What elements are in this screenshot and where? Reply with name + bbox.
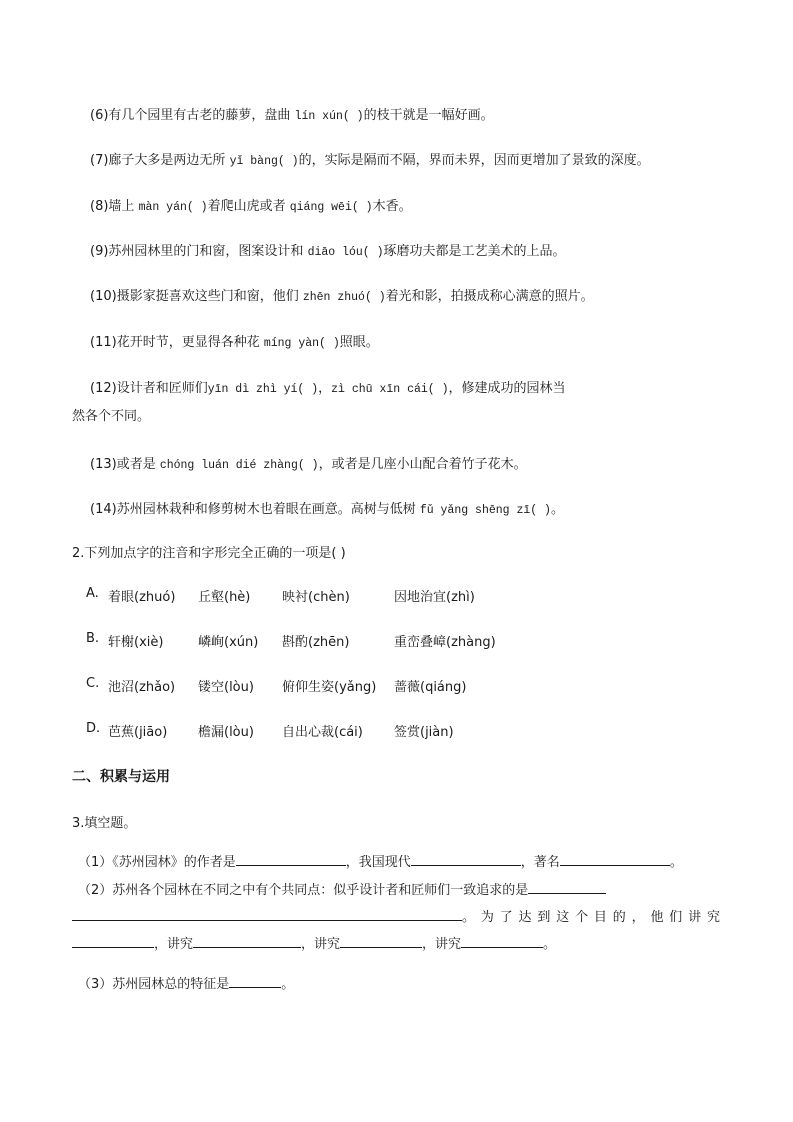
pinyin: zì chū xīn cái	[331, 383, 428, 396]
q3-part-2-line-3: ，讲究 ，讲究 ，讲究 。	[72, 933, 556, 952]
fill-blank[interactable]	[560, 852, 670, 866]
pinyin: qiáng wēi	[289, 201, 352, 214]
pinyin: diāo lóu	[307, 246, 363, 259]
pinyin: zhēn zhuó	[302, 291, 365, 304]
fill-blank[interactable]	[411, 852, 521, 866]
item-text: 或者是	[116, 457, 160, 472]
q1-item	[90, 240, 566, 259]
item-text: ，	[318, 381, 332, 396]
pinyin: míng yàn	[263, 337, 320, 350]
item-text: 着爬山虎或者	[207, 199, 290, 214]
item-text: 花开时节，更显得各种花	[116, 335, 264, 350]
item-number: (6)	[90, 108, 109, 123]
item-text: 照眼。	[339, 335, 379, 350]
item-text: 木香。	[372, 199, 412, 214]
q3-part-2-line-2: 。为了达到这个目的，他们讲究	[72, 906, 720, 925]
q1-item	[90, 453, 527, 472]
pinyin: chóng luán dié zhàng	[159, 459, 298, 472]
q1-item-12	[90, 377, 566, 396]
q1-item	[90, 331, 379, 350]
fill-blank[interactable]	[528, 880, 606, 894]
option-term: 檐漏(lòu)	[198, 725, 254, 740]
item-number: (11)	[90, 335, 117, 350]
item-text: ，或者是几座小山配合着竹子花木。	[318, 457, 527, 472]
q3-part-3: （3）苏州园林总的特征是 。	[78, 973, 294, 992]
item-number: (7)	[90, 153, 109, 168]
option-label[interactable]: A.	[86, 586, 99, 601]
fill-blank[interactable]	[340, 934, 422, 948]
fill-blank[interactable]	[193, 934, 301, 948]
item-text: 廊子大多是两边无所	[108, 153, 230, 168]
q1-item-12-line2: 然各个不同。	[72, 409, 151, 424]
item-text: 着光和影，拍摄成称心满意的照片。	[385, 289, 594, 304]
item-text: 设计者和匠师们	[116, 381, 208, 396]
question-2-stem: 2.下列加点字的注音和字形完全正确的一项是( )	[72, 546, 346, 561]
answer-blank[interactable]: ( )	[427, 383, 449, 396]
fill-blank[interactable]	[236, 852, 346, 866]
option-label[interactable]: B.	[86, 631, 100, 646]
item-text: 墙上	[108, 199, 139, 214]
question-3-stem: 3.填空题。	[72, 816, 137, 831]
answer-blank[interactable]: ( )	[364, 291, 386, 304]
option-term: 重峦叠嶂(zhàng)	[394, 635, 496, 650]
option-term: 池沼(zhǎo)	[108, 680, 176, 695]
fill-blank[interactable]	[461, 934, 543, 948]
option-term: 自出心裁(cái)	[282, 725, 363, 740]
option-term: 蔷薇(qiáng)	[394, 680, 467, 695]
q1-item	[90, 104, 494, 123]
answer-blank[interactable]: ( )	[362, 246, 384, 259]
answer-blank[interactable]: ( )	[530, 504, 551, 517]
option-label[interactable]: D.	[86, 721, 101, 736]
q3-part-2-line-1: （2）苏州各个园林在不同之中有个共同点：似乎设计者和匠师们一致追求的是	[78, 879, 606, 898]
item-text: 有几个园里有古老的藤萝，盘曲	[108, 108, 295, 123]
option-term: 映衬(chèn)	[282, 590, 350, 605]
item-text: 的，实际是隔而不隔，界而未界，因而更增加了景致的深度。	[298, 153, 650, 168]
q1-item	[90, 195, 412, 214]
option-term: 斟酌(zhēn)	[282, 635, 350, 650]
q3-part-1: （1）《苏州园林》的作者是 ，我国现代 ，著名 。	[78, 851, 683, 870]
pinyin: fǔ yǎng shēng zī	[419, 504, 531, 517]
item-text: 的枝干就是一幅好画。	[363, 108, 494, 123]
answer-blank[interactable]: ( )	[297, 459, 319, 472]
option-term: 轩榭(xiè)	[108, 635, 164, 650]
option-term: 嶙峋(xún)	[198, 635, 259, 650]
item-number: (14)	[90, 502, 117, 517]
item-text: 摄影家挺喜欢这些门和窗，他们	[116, 289, 303, 304]
q1-item	[90, 498, 564, 517]
item-text: 苏州园林里的门和窗，图案设计和	[108, 244, 308, 259]
item-number: (9)	[90, 244, 109, 259]
item-text: 苏州园林栽种和修剪树木也着眼在画意。高树与低树	[116, 502, 420, 517]
answer-blank[interactable]: ( )	[297, 383, 319, 396]
pinyin: màn yán	[138, 201, 187, 214]
option-term: 镂空(lòu)	[198, 680, 254, 695]
fill-blank[interactable]	[72, 934, 154, 948]
pinyin: lín xún	[294, 110, 343, 123]
fill-blank[interactable]	[229, 974, 281, 988]
item-number: (13)	[90, 457, 117, 472]
section-heading: 二、积累与运用	[72, 769, 170, 785]
pinyin: yǐ bàng	[229, 155, 278, 168]
answer-blank[interactable]: ( )	[186, 201, 208, 214]
item-number: (12)	[90, 381, 117, 396]
option-term: 因地治宜(zhì)	[394, 590, 475, 605]
answer-blank[interactable]: ( )	[277, 155, 299, 168]
item-text: 。	[550, 502, 564, 517]
option-term: 着眼(zhuó)	[108, 590, 176, 605]
item-number: (10)	[90, 289, 117, 304]
item-number: (8)	[90, 199, 109, 214]
option-term: 俯仰生姿(yǎng)	[282, 680, 377, 695]
item-text: 琢磨功夫都是工艺美术的上品。	[383, 244, 566, 259]
item-text: ，修建成功的园林当	[448, 381, 566, 396]
q1-item	[90, 149, 650, 168]
answer-blank[interactable]: ( )	[351, 201, 373, 214]
pinyin: yīn dì zhì yí	[207, 383, 298, 396]
answer-blank[interactable]: ( )	[342, 110, 364, 123]
option-label[interactable]: C.	[86, 676, 100, 691]
answer-blank[interactable]: ( )	[319, 337, 340, 350]
fill-blank[interactable]	[72, 907, 462, 921]
option-term: 签赏(jiàn)	[394, 725, 454, 740]
q1-item	[90, 285, 594, 304]
option-term: 芭蕉(jiāo)	[108, 725, 168, 740]
option-term: 丘壑(hè)	[198, 590, 251, 605]
